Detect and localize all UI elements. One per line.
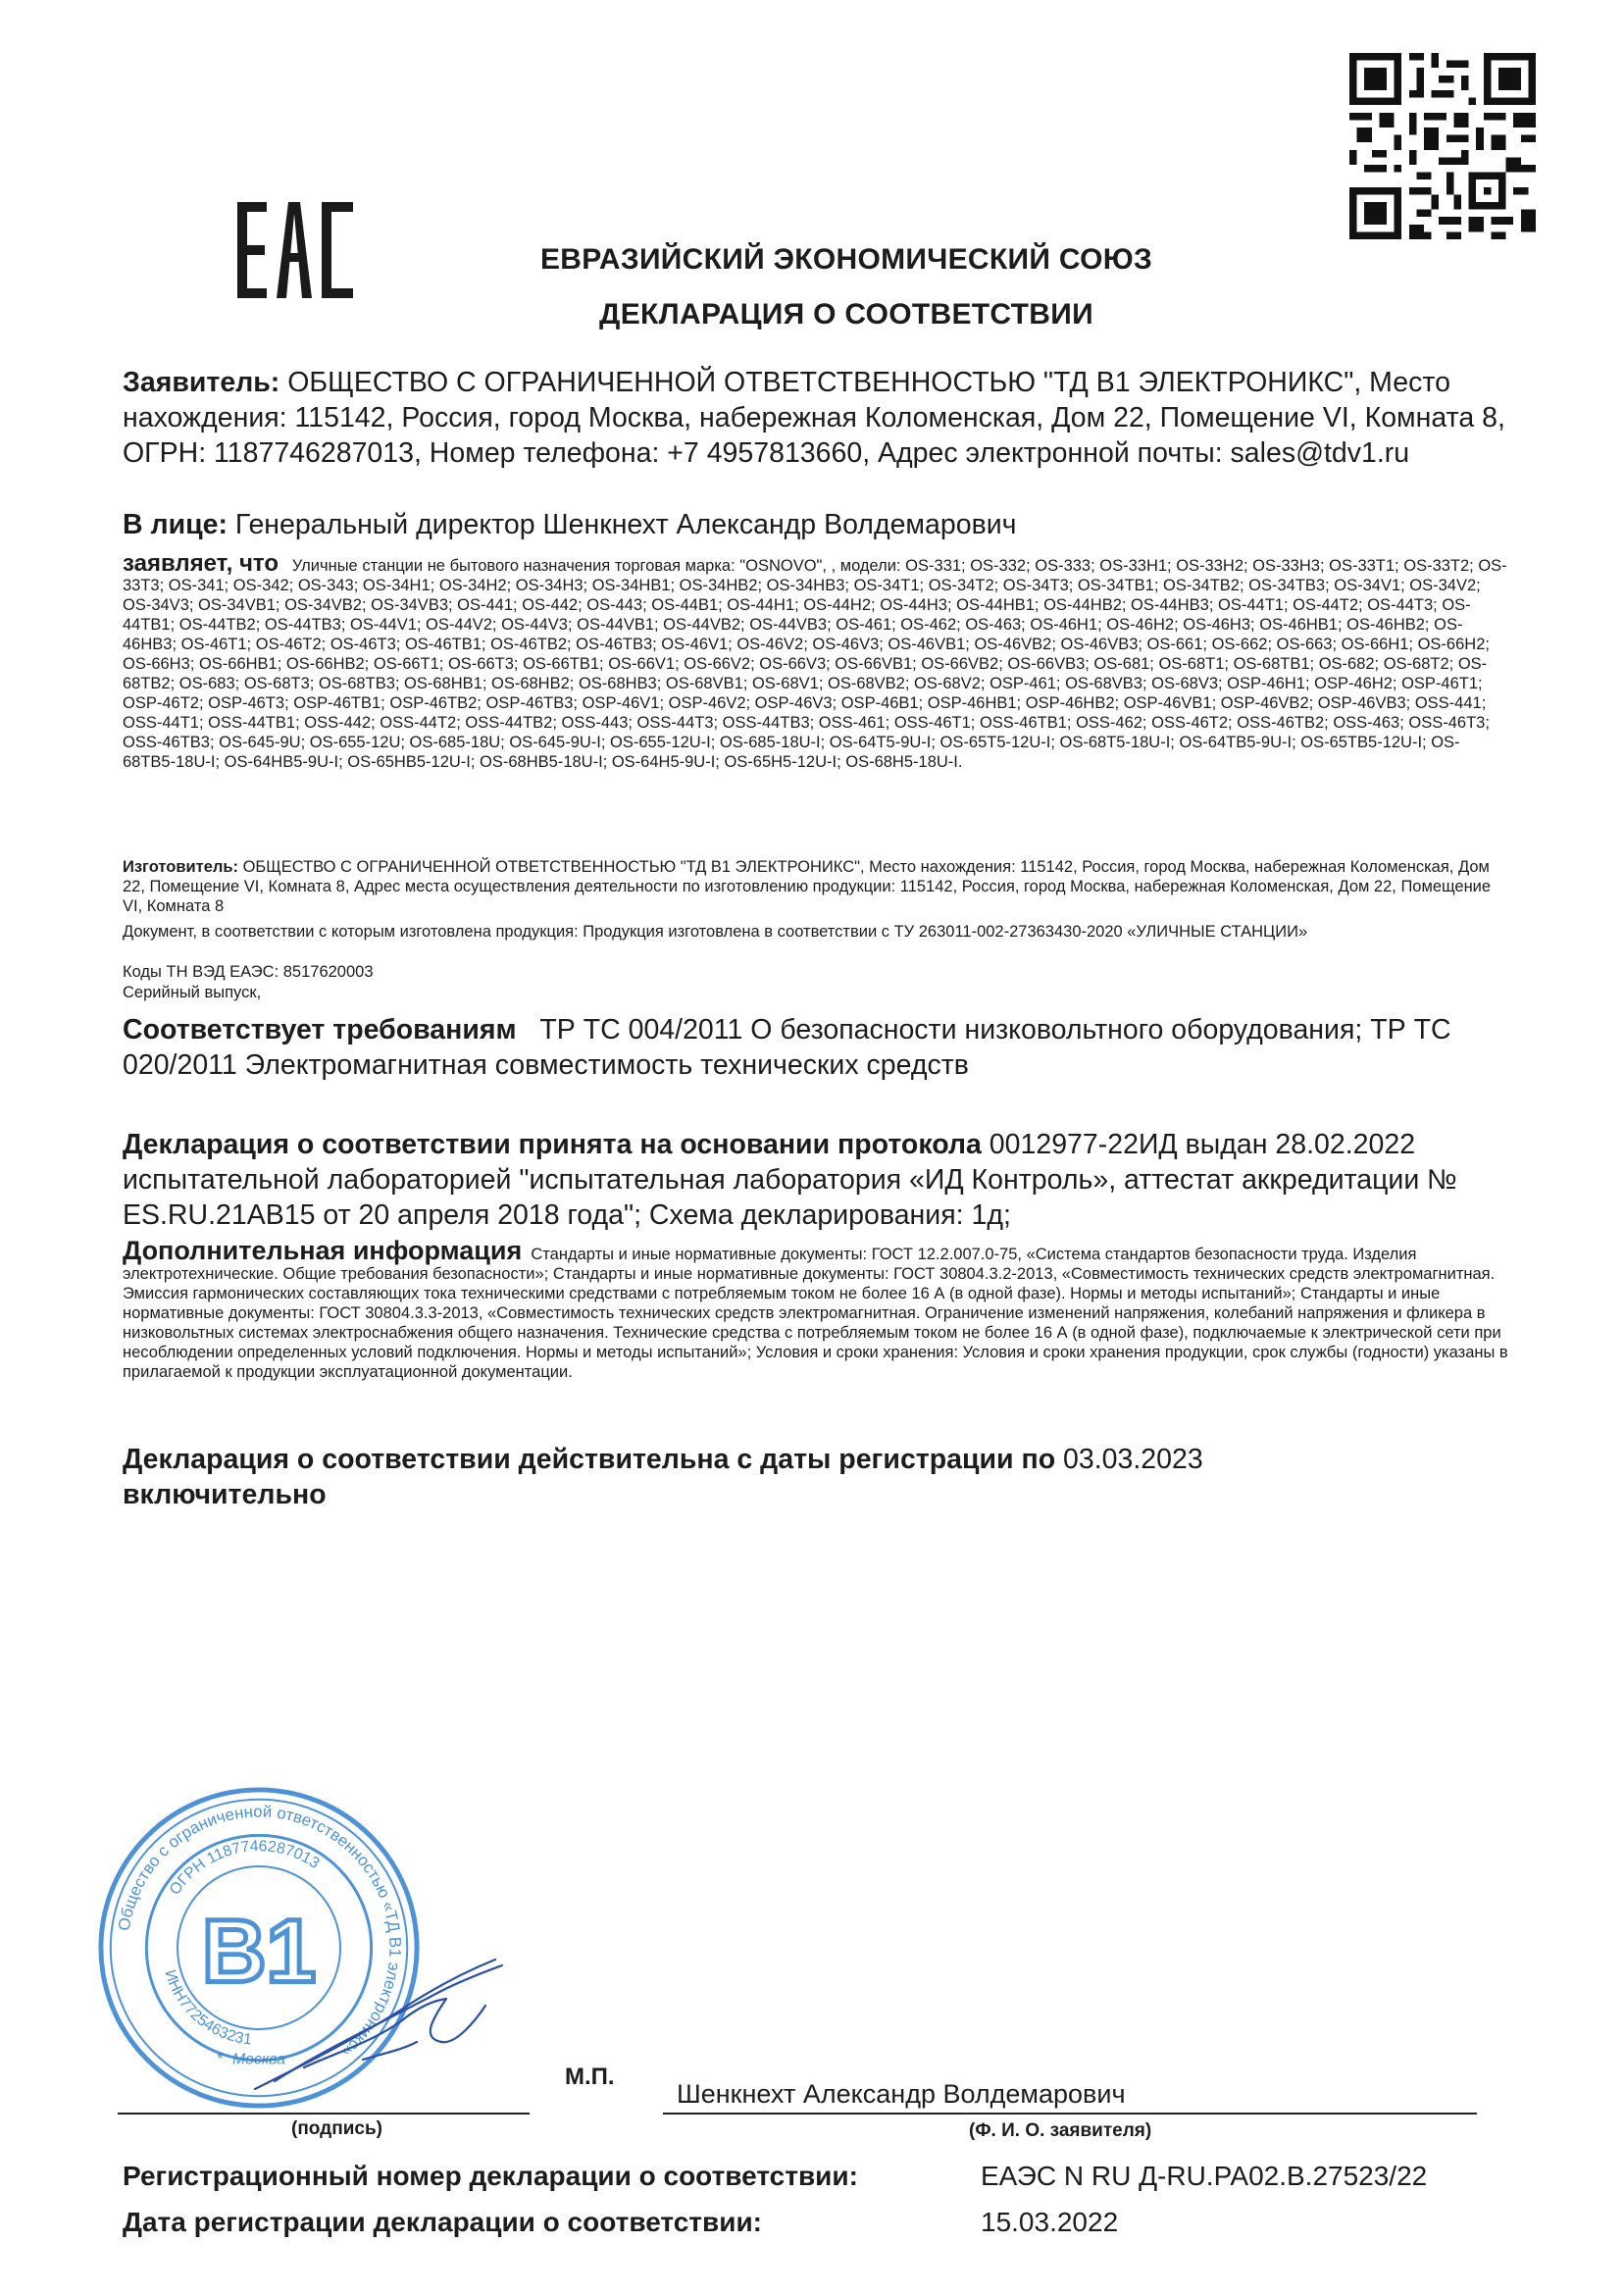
name-line <box>663 2113 1477 2115</box>
registration-date: 15.03.2022 <box>981 2207 1119 2237</box>
conforms-text: ТР ТС 004/2011 О безопасности низковольтного оборудования; ТР ТС 020/2011 Электромагнитная совместимость технических средств <box>123 1014 1451 1081</box>
declares-section <box>123 550 1510 772</box>
additional-info-text: Стандарты и иные нормативные документы: ГОСТ 12.2.007.0-75, «Система стандартов безопасности труда. Изделия электротехнические. Общие требования безопасности»; Стандарты и иные нормативные документы: ГОСТ 30804.3.2-2013, «Совместимость технических средств электромагнитная. Эмиссия гармонических составляющих тока техническими средствами с потребляемым током не более 16 А (в одной фазе). Нормы и методы испытаний»; Стандарты и иные нормативные документы: ГОСТ 30804.3.3-2013, «Совместимость технических средств электромагнитная. Ограничение изменений напряжения, колебаний напряжения и фликера в низковольтных системах электроснабжения общего назначения. Технические средства с потребляемым током не более 16 А (в одной фазе), подключаемые к электрической сети при несоблюдении определенных условий подключения. Нормы и методы испытаний»; Условия и сроки хранения: Условия и сроки хранения продукции, срок службы (годности) указаны в прилагаемой к продукции эксплуатационной документации. <box>123 1246 1508 1381</box>
signature-line <box>118 2113 530 2115</box>
additional-info-section <box>123 1236 1510 1382</box>
manufacturer-section <box>123 857 1510 916</box>
validity-date: 03.03.2023 <box>1063 1444 1203 1475</box>
person-section <box>123 507 1510 542</box>
document-basis: Документ, в соответствии с которым изготовлена продукция: Продукция изготовлена в соответствии с ТУ 263011-002-27363430-2020 «УЛИЧНЫЕ СТАНЦИИ» <box>123 923 1308 941</box>
stamp-center-logo: B1 <box>201 1902 317 2002</box>
registration-number-label: Регистрационный номер декларации о соответствии: <box>123 2161 858 2191</box>
union-heading: ЕВРАЗИЙСКИЙ ЭКОНОМИЧЕСКИЙ СОЮЗ <box>539 243 1153 276</box>
protocol-text: 0012977-22ИД выдан 28.02.2022 испытательной лабораторией "испытательная лаборатория «ИД Контроль», аттестат аккредитации № ES.RU.21AB15 от 20 апреля 2018 года"; Схема декларирования: 1д; <box>123 1129 1457 1231</box>
declaration-title: ДЕКЛАРАЦИЯ О СООТВЕТСТВИИ <box>599 298 1093 331</box>
qr-code <box>1349 53 1536 239</box>
declares-text: Уличные станции не бытового назначения торговая марка: "OSNOVO", , модели: OS-331; OS-332; OS-333; OS-33H1; OS-33H2; OS-33H3; OS-33T1; OS-33T2; OS-33T3; OS-341; OS-342; OS-343; OS-34H1; OS-34H2; OS-34H3; OS-34HB1; OS-34HB2; OS-34HB3; OS-34T1; OS-34T2; OS-34T3; OS-34TB1; OS-34TB2; OS-34TB3; OS-34V1; OS-34V2; OS-34V3; OS-34VB1; OS-34VB2; OS-34VB3; OS-441; OS-442; OS-443; OS-44B1; OS-44H1; OS-44H2; OS-44H3; OS-44HB1; OS-44HB2; OS-44HB3; OS-44T1; OS-44T2; OS-44T3; OS-44TB1; OS-44TB2; OS-44TB3; OS-44V1; OS-44V2; OS-44V3; OS-44VB1; OS-44VB2; OS-44VB3; OS-461; OS-462; OS-463; OS-46H1; OS-46H2; OS-46H3; OS-46HB1; OS-46HB2; OS-46HB3; OS-46T1; OS-46T2; OS-46T3; OS-46TB1; OS-46TB2; OS-46TB3; OS-46V1; OS-46V2; OS-46V3; OS-46VB1; OS-46VB2; OS-46VB3; OS-661; OS-662; OS-663; OS-66H1; OS-66H2; OS-66H3; OS-66HB1; OS-66HB2; OS-66T1; OS-66T3; OS-66TB1; OS-66V1; OS-66V2; OS-66V3; OS-66VB1; OS-66VB2; OS-66VB3; OS-681; OS-68T1; OS-68TB1; OS-682; OS-68T2; OS-68TB2; OS-683; OS-68T3; OS-68TB3; OS-68HB1; OS-68HB2; OS-68HB3; OS-68VB1; OS-68V1; OS-68VB2; OS-68V2; OSP-461; OS-68VB3; OS-68V3; OSP-46H1; OSP-46H2; OSP-46T1; OSP-46T2; OSP-46T3; OSP-46TB1; OSP-46TB2; OSP-46TB3; OSP-46V1; OSP-46V2; OSP-46V3; OSP-46B1; OSP-46HB1; OSP-46HB2; OSP-46VB1; OSP-46VB2; OSP-46VB3; OSS-441; OSS-44T1; OSS-44TB1; OSS-442; OSS-44T2; OSS-44TB2; OSS-443; OSS-44T3; OSS-44TB3; OSS-461; OSS-46T1; OSS-46TB1; OSS-462; OSS-46T2; OSS-46TB2; OSS-463; OSS-46T3; OSS-46TB3; OS-645-9U; OS-655-12U; OS-685-18U; OS-645-9U-I; OS-655-12U-I; OS-685-18U-I; OS-64T5-9U-I; OS-65T5-12U-I; OS-68T5-18U-I; OS-64TB5-9U-I; OS-65TB5-12U-I; OS-68TB5-18U-I; OS-64HB5-9U-I; OS-65HB5-12U-I; OS-68HB5-18U-I; OS-64H5-9U-I; OS-65H5-12U-I; OS-68H5-18U-I. <box>123 557 1507 771</box>
signature <box>245 1952 510 2099</box>
validity-section <box>123 1442 1510 1512</box>
protocol-label: Декларация о соответствии принята на основании протокола <box>123 1129 982 1160</box>
protocol-section <box>123 1127 1510 1233</box>
person-text: Генеральный директор Шенкнехт Александр Волдемарович <box>234 509 1017 540</box>
manufacturer-text: ОБЩЕСТВО С ОГРАНИЧЕННОЙ ОТВЕТСТВЕННОСТЬЮ "ТД В1 ЭЛЕКТРОНИКС", Место нахождения: 115142, Россия, город Москва, набережная Коломенская, Дом 22, Помещение VI, Комната 8, Адрес места осуществления деятельности по изготовлению продукции: 115142, Россия, город Москва, набережная Коломенская, Дом 22, Помещение VI, Комната 8 <box>123 858 1492 915</box>
manufacturer-label: Изготовитель: <box>123 858 238 876</box>
validity-label: Декларация о соответствии действительна с даты регистрации по <box>123 1444 1056 1475</box>
applicant-text: ОБЩЕСТВО С ОГРАНИЧЕННОЙ ОТВЕТСТВЕННОСТЬЮ "ТД В1 ЭЛЕКТРОНИКС", Место нахождения: 115142, Россия, город Москва, набережная Коломенская, Дом 22, Помещение VI, Комната 8, ОГРН: 1187746287013, Номер телефона: +7 4957813660, Адрес электронной почты: sales@tdv1.ru <box>123 367 1505 469</box>
conforms-label: Соответствует требованиям <box>123 1014 517 1045</box>
conforms-section <box>123 1012 1510 1083</box>
person-label: В лице: <box>123 509 228 540</box>
additional-info-label: Дополнительная информация <box>123 1236 523 1265</box>
registration-date-label: Дата регистрации декларации о соответствии: <box>123 2207 762 2237</box>
stamp-ring-text: Общество с ограниченной ответственностью «ТД В1 электроникс» <box>114 1802 405 2062</box>
tn-ved-codes: Коды ТН ВЭД ЕАЭС: 8517620003 <box>123 963 374 981</box>
stamp-city: Москва <box>231 2051 285 2068</box>
registration-number: ЕАЭС N RU Д-RU.РА02.В.27523/22 <box>981 2161 1428 2191</box>
applicant-label: Заявитель: <box>123 367 280 398</box>
stamp-star: * <box>217 2048 224 2068</box>
validity-suffix: включительно <box>123 1479 327 1510</box>
seal-place-label: М.П. <box>565 2064 615 2090</box>
applicant-name: Шенкнехт Александр Волдемарович <box>677 2079 1126 2109</box>
stamp-ogrn: ОГРН 1187746287013 <box>166 1838 323 1899</box>
serial-production: Серийный выпуск, <box>123 984 262 1001</box>
name-caption: (Ф. И. О. заявителя) <box>969 2120 1152 2141</box>
stamp-inn: ИНН7725463231 <box>161 1967 253 2049</box>
applicant-section <box>123 365 1510 471</box>
declares-label: заявляет, что <box>123 550 279 577</box>
signature-caption: (подпись) <box>291 2118 382 2139</box>
